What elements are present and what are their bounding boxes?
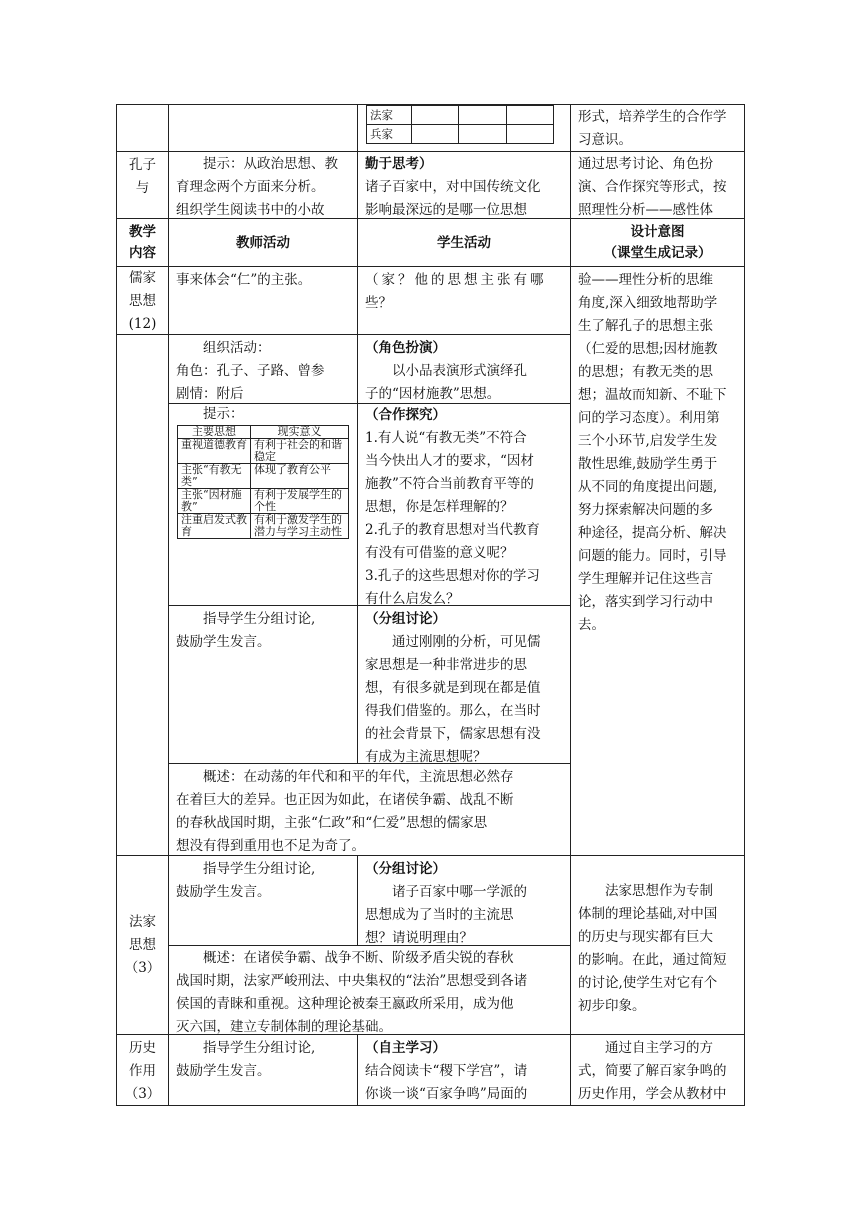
rujia-summary-cell bbox=[168, 763, 571, 856]
header-student bbox=[357, 218, 571, 267]
tips-meaning: 有利于社会的和谐稳定 bbox=[251, 439, 349, 464]
header-design bbox=[570, 218, 745, 267]
summary-line: 侯国的青睐和重视。这种理论被秦王嬴政所采用，成为他 bbox=[176, 996, 514, 1012]
summary-line: 概述：在诸侯争霸、战争不断、阶级矛盾尖锐的春秋 bbox=[203, 950, 514, 966]
design-line: 三个小环节,启发学生发 bbox=[578, 433, 718, 449]
design-line: 习意识。 bbox=[578, 132, 632, 148]
activity-title: 勤于思考） bbox=[365, 156, 433, 172]
tips-meaning: 有利于发展学生的个性 bbox=[251, 489, 349, 514]
student-line: 1.有人说“有教无类”不符合 bbox=[365, 430, 527, 446]
student-line: 的社会背景下，儒家思想有没 bbox=[365, 726, 541, 742]
content-line: 作用 bbox=[129, 1063, 156, 1079]
design-line: 种途径，提高分析、解决 bbox=[578, 525, 727, 541]
mini-cell bbox=[412, 106, 459, 125]
design-line: 的讨论,使学生对它有个 bbox=[578, 975, 718, 991]
design-line: 想；温故而知新、不耻下 bbox=[578, 387, 727, 403]
mini-row-label: 法家 bbox=[367, 106, 412, 125]
summary-line: 概述：在动荡的年代和和平的年代，主流思想必然存 bbox=[203, 769, 514, 785]
teacher-line: 育理念两个方面来分析。 bbox=[176, 179, 325, 195]
student-line: （家？他的思想主张有哪 bbox=[365, 272, 547, 288]
design-line: 问的学习态度）。利用第 bbox=[578, 410, 720, 426]
mini-cell bbox=[506, 125, 553, 144]
student-line: 有什么启发么？ bbox=[365, 591, 460, 606]
role-teacher-cell bbox=[168, 334, 358, 404]
coop-student-cell bbox=[357, 403, 571, 606]
tips-header-meaning: 现实意义 bbox=[251, 426, 349, 439]
mini-cell bbox=[459, 106, 506, 125]
student-line: 想？请说明理由？ bbox=[365, 930, 473, 946]
design-line: 论，落实到学习行动中 bbox=[578, 594, 713, 610]
content-line: (12) bbox=[128, 316, 157, 332]
design-line: 问题的能力。同时，引导 bbox=[578, 548, 727, 564]
student-line: 思想，你是怎样理解的？ bbox=[365, 499, 514, 515]
teacher-line: 事来体会“仁”的主张。 bbox=[176, 272, 312, 288]
tips-header-idea: 主要思想 bbox=[178, 426, 251, 439]
student-line: 想，有很多就是到现在都是值 bbox=[365, 680, 541, 696]
fajia-design-cell bbox=[570, 855, 745, 1035]
mini-row-label: 兵家 bbox=[367, 125, 412, 144]
design-line: 式，简要了解百家争鸣的 bbox=[578, 1063, 727, 1079]
student-line: 诸子百家中，对中国传统文化 bbox=[365, 179, 541, 195]
activity-title: （分组讨论） bbox=[365, 611, 446, 627]
mini-cell bbox=[459, 125, 506, 144]
teacher-line: 指导学生分组讨论, bbox=[203, 611, 316, 627]
top-teacher-cell bbox=[168, 104, 358, 152]
lishi-content-cell bbox=[116, 1034, 169, 1106]
fajia-summary-cell bbox=[168, 945, 571, 1035]
content-line: 与 bbox=[135, 180, 150, 196]
summary-line: 想没有得到重用也不足为奇了。 bbox=[176, 838, 365, 854]
activity-title: （自主学习） bbox=[365, 1040, 446, 1056]
student-line: 有成为主流思想呢？ bbox=[365, 749, 487, 764]
header-teacher bbox=[168, 218, 358, 267]
content-line: 法家 bbox=[129, 914, 156, 930]
student-line: 些？ bbox=[365, 295, 392, 311]
design-line: 的历史与现实都有巨大 bbox=[578, 929, 713, 945]
tips-table-row bbox=[178, 514, 349, 539]
content-line: 思想 bbox=[129, 293, 156, 309]
design-line: 努力探索解决问题的多 bbox=[578, 502, 713, 518]
design-line: 从不同的角度提出问题, bbox=[578, 479, 718, 495]
teacher-line: 角色：孔子、子路、曾参 bbox=[176, 363, 325, 379]
design-line: 演、合作探究等形式，按 bbox=[578, 179, 727, 195]
tips-idea: 重视道德教育 bbox=[178, 439, 251, 464]
teacher-line: 指导学生分组讨论, bbox=[203, 1040, 316, 1056]
content-line: 孔子 bbox=[129, 157, 156, 173]
design-line: 去。 bbox=[578, 617, 605, 633]
top-content-cell bbox=[116, 104, 169, 152]
header-label: 教师活动 bbox=[236, 235, 290, 251]
tips-table-row bbox=[178, 464, 349, 489]
header-content bbox=[116, 218, 169, 267]
design-line: 体制的理论基础,对中国 bbox=[578, 906, 718, 922]
content-line: （3） bbox=[124, 1086, 161, 1102]
group-teacher-cell bbox=[168, 605, 358, 764]
design-line: 的影响。在此，通过简短 bbox=[578, 952, 727, 968]
fajia-student-cell bbox=[357, 855, 571, 946]
activity-title: （角色扮演） bbox=[365, 340, 446, 356]
fajia-teacher-cell bbox=[168, 855, 358, 946]
tips-idea: 注重启发式教育 bbox=[178, 514, 251, 539]
design-line: 生了解孔子的思想主张 bbox=[578, 318, 713, 334]
design-line: 角度,深入细致地帮助学 bbox=[578, 295, 718, 311]
rujia-teacher-cont bbox=[168, 266, 358, 335]
tips-table-row bbox=[178, 489, 349, 514]
kongzi-content-cell bbox=[116, 151, 169, 219]
top-design-cell bbox=[570, 104, 745, 152]
role-student-cell bbox=[357, 334, 571, 404]
summary-line: 战国时期，法家严峻刑法、中央集权的“法治”思想受到各诸 bbox=[176, 973, 528, 989]
teacher-line: 鼓励学生发言。 bbox=[176, 634, 271, 650]
kongzi-teacher-cell bbox=[168, 151, 358, 219]
content-line: 思想 bbox=[129, 937, 156, 953]
design-line: 历史作用，学会从教材中 bbox=[578, 1086, 727, 1102]
tips-table-header bbox=[178, 426, 349, 439]
fajia-content-cell bbox=[116, 855, 169, 1035]
lishi-teacher-cell bbox=[168, 1034, 358, 1106]
student-line: 家思想是一种非常进步的思 bbox=[365, 657, 527, 673]
student-line: 影响最深远的是哪一位思想 bbox=[365, 202, 527, 218]
group-student-cell bbox=[357, 605, 571, 764]
student-line: 你谈一谈“百家争鸣”局面的 bbox=[365, 1086, 528, 1102]
student-line: 施教”不符合当前教育平等的 bbox=[365, 476, 534, 492]
schools-mini-table bbox=[366, 105, 554, 144]
lishi-design-cell bbox=[570, 1034, 745, 1106]
tips-idea: 主张“有教无类” bbox=[178, 464, 251, 489]
design-line: 学生理解并记住这些言 bbox=[578, 571, 713, 587]
teacher-line: 指导学生分组讨论, bbox=[203, 861, 316, 877]
activity-title: （合作探究） bbox=[365, 407, 446, 423]
student-line: 当今快出人才的要求，“因材 bbox=[365, 453, 534, 469]
mini-row-bingjia bbox=[367, 125, 554, 144]
design-line: （仁爱的思想;因材施教 bbox=[578, 341, 718, 357]
design-line: 验——理性分析的思维 bbox=[578, 272, 713, 288]
teacher-line: 鼓励学生发言。 bbox=[176, 1063, 271, 1079]
header-line: 内容 bbox=[129, 245, 156, 261]
student-line: 以小品表演形式演绎孔 bbox=[392, 363, 527, 379]
design-line: 通过思考讨论、角色扮 bbox=[578, 156, 713, 172]
activity-title: （分组讨论） bbox=[365, 861, 446, 877]
student-line: 诸子百家中哪一学派的 bbox=[392, 884, 527, 900]
content-line: 儒家 bbox=[129, 270, 156, 286]
mini-cell bbox=[506, 106, 553, 125]
design-line: 散性思维,鼓励学生勇于 bbox=[578, 456, 718, 472]
tips-meaning: 有利于激发学生的潜力与学习主动性 bbox=[251, 514, 349, 539]
tips-teacher-cell bbox=[168, 403, 358, 606]
student-line: 结合阅读卡“稷下学宫”，请 bbox=[365, 1063, 528, 1079]
summary-line: 灭六国，建立专制体制的理论基础。 bbox=[176, 1019, 392, 1035]
design-line: 形式，培养学生的合作学 bbox=[578, 109, 727, 125]
rujia-content-cell-cont bbox=[116, 334, 169, 856]
summary-line: 的春秋战国时期，主张“仁政”和“仁爱”思想的儒家思 bbox=[176, 815, 488, 831]
design-line: 照理性分析——感性体 bbox=[578, 202, 713, 218]
teacher-line: 组织活动： bbox=[203, 340, 271, 356]
content-line: 历史 bbox=[129, 1040, 156, 1056]
tips-meaning: 体现了教育公平 bbox=[251, 464, 349, 489]
design-line: 初步印象。 bbox=[578, 998, 646, 1014]
rujia-design-cell bbox=[570, 266, 745, 856]
teacher-line: 组织学生阅读书中的小故 bbox=[176, 202, 325, 218]
header-line: 教学 bbox=[129, 224, 156, 240]
tips-table-row bbox=[178, 439, 349, 464]
student-line: 有没有可借鉴的意义呢？ bbox=[365, 545, 514, 561]
rujia-content-cell bbox=[116, 266, 169, 335]
kongzi-student-cell bbox=[357, 151, 571, 219]
header-line: 设计意图 bbox=[630, 224, 685, 240]
teacher-line: 提示：从政治思想、教 bbox=[203, 156, 338, 172]
student-line: 子的“因材施教”思想。 bbox=[365, 386, 501, 402]
lishi-student-cell bbox=[357, 1034, 571, 1106]
student-line: 通过刚刚的分析，可见儒 bbox=[392, 634, 541, 650]
design-line: 通过自主学习的方 bbox=[605, 1040, 713, 1056]
mini-row-fajia bbox=[367, 106, 554, 125]
design-line: 法家思想作为专制 bbox=[605, 883, 713, 899]
tips-table bbox=[177, 425, 349, 539]
design-line: 的思想；有教无类的思 bbox=[578, 364, 713, 380]
kongzi-design-cell bbox=[570, 151, 745, 219]
header-line: （课堂生成记录） bbox=[603, 245, 712, 261]
top-student-cell bbox=[357, 104, 571, 152]
content-line: （3） bbox=[124, 960, 161, 976]
student-line: 得我们借鉴的。那么，在当时 bbox=[365, 703, 541, 719]
tips-idea: 主张“因材施教” bbox=[178, 489, 251, 514]
rujia-student-cont bbox=[357, 266, 571, 335]
teacher-line: 鼓励学生发言。 bbox=[176, 884, 271, 900]
summary-line: 在着巨大的差异。也正因为如此，在诸侯争霸、战乱不断 bbox=[176, 792, 514, 808]
student-line: 3.孔子的这些思想对你的学习 bbox=[365, 568, 540, 584]
student-line: 2.孔子的教育思想对当代教育 bbox=[365, 522, 540, 538]
header-label: 学生活动 bbox=[437, 235, 491, 251]
student-line: 思想成为了当时的主流思 bbox=[365, 907, 514, 923]
mini-cell bbox=[412, 125, 459, 144]
teacher-line: 剧情：附后 bbox=[176, 386, 244, 402]
tips-label: 提示： bbox=[203, 406, 244, 422]
